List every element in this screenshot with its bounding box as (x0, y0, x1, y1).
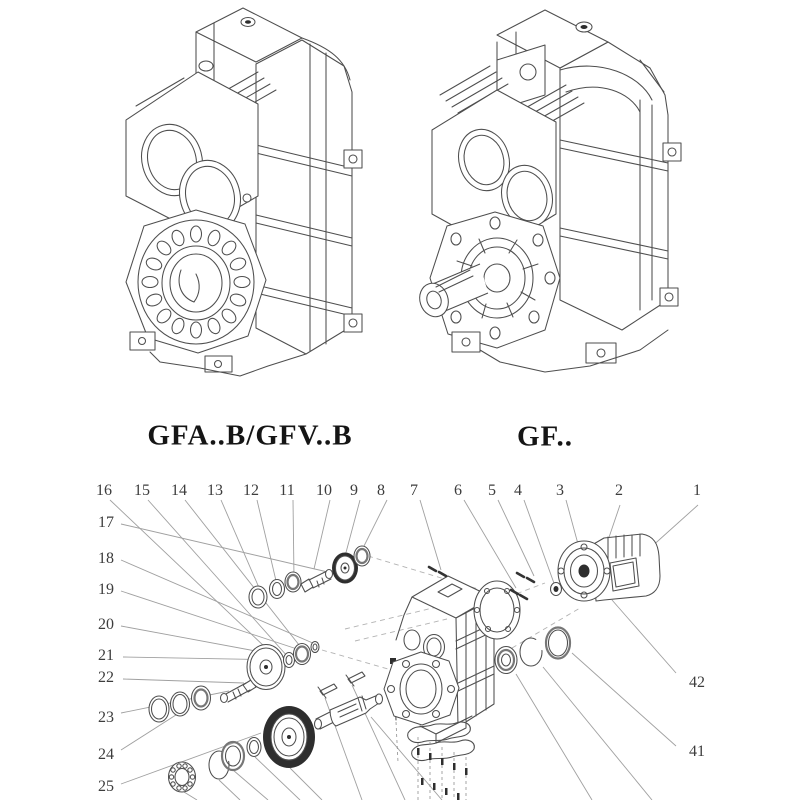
gasket-bolt-lines (418, 737, 466, 800)
part-number-10: 10 (316, 482, 332, 499)
output-stage-assembly (169, 658, 399, 792)
part-number-42: 42 (689, 674, 705, 691)
part-number-16: 16 (96, 482, 112, 499)
part-number-24: 24 (98, 746, 114, 763)
part-number-17: 17 (98, 514, 114, 531)
output-shaft (315, 694, 383, 729)
part-number-1: 1 (693, 482, 701, 499)
gearbox-right-drawing (415, 10, 681, 372)
shaft-keys (318, 672, 365, 698)
part-number-7: 7 (410, 482, 418, 499)
part-number-19: 19 (98, 581, 114, 598)
part-number-23: 23 (98, 709, 114, 726)
part-number-20: 20 (98, 616, 114, 633)
leader-lines-right (572, 600, 676, 746)
part-number-11: 11 (279, 482, 295, 499)
part-number-2: 2 (615, 482, 623, 499)
input-pinion-assembly (249, 546, 370, 608)
part-number-21: 21 (98, 647, 114, 664)
part-number-12: 12 (243, 482, 259, 499)
part-number-41: 41 (689, 743, 705, 760)
caption-left-model: GFA..B/GFV..B (147, 419, 353, 452)
part-number-25: 25 (98, 778, 114, 795)
part-number-8: 8 (377, 482, 385, 499)
part-number-14: 14 (171, 482, 187, 499)
round-nut (551, 583, 562, 596)
part-number-9: 9 (350, 482, 358, 499)
part-number-18: 18 (98, 550, 114, 567)
cover-flange (474, 581, 520, 639)
exploded-view-drawing (110, 500, 698, 800)
part-number-15: 15 (134, 482, 150, 499)
part-number-6: 6 (454, 482, 462, 499)
part-number-3: 3 (556, 482, 564, 499)
part-number-13: 13 (207, 482, 223, 499)
gearbox-left-drawing (126, 8, 362, 376)
motor (558, 534, 660, 601)
part-number-22: 22 (98, 669, 114, 686)
caption-right-model: GF.. (516, 420, 574, 453)
part-number-5: 5 (488, 482, 496, 499)
part-number-4: 4 (514, 482, 522, 499)
